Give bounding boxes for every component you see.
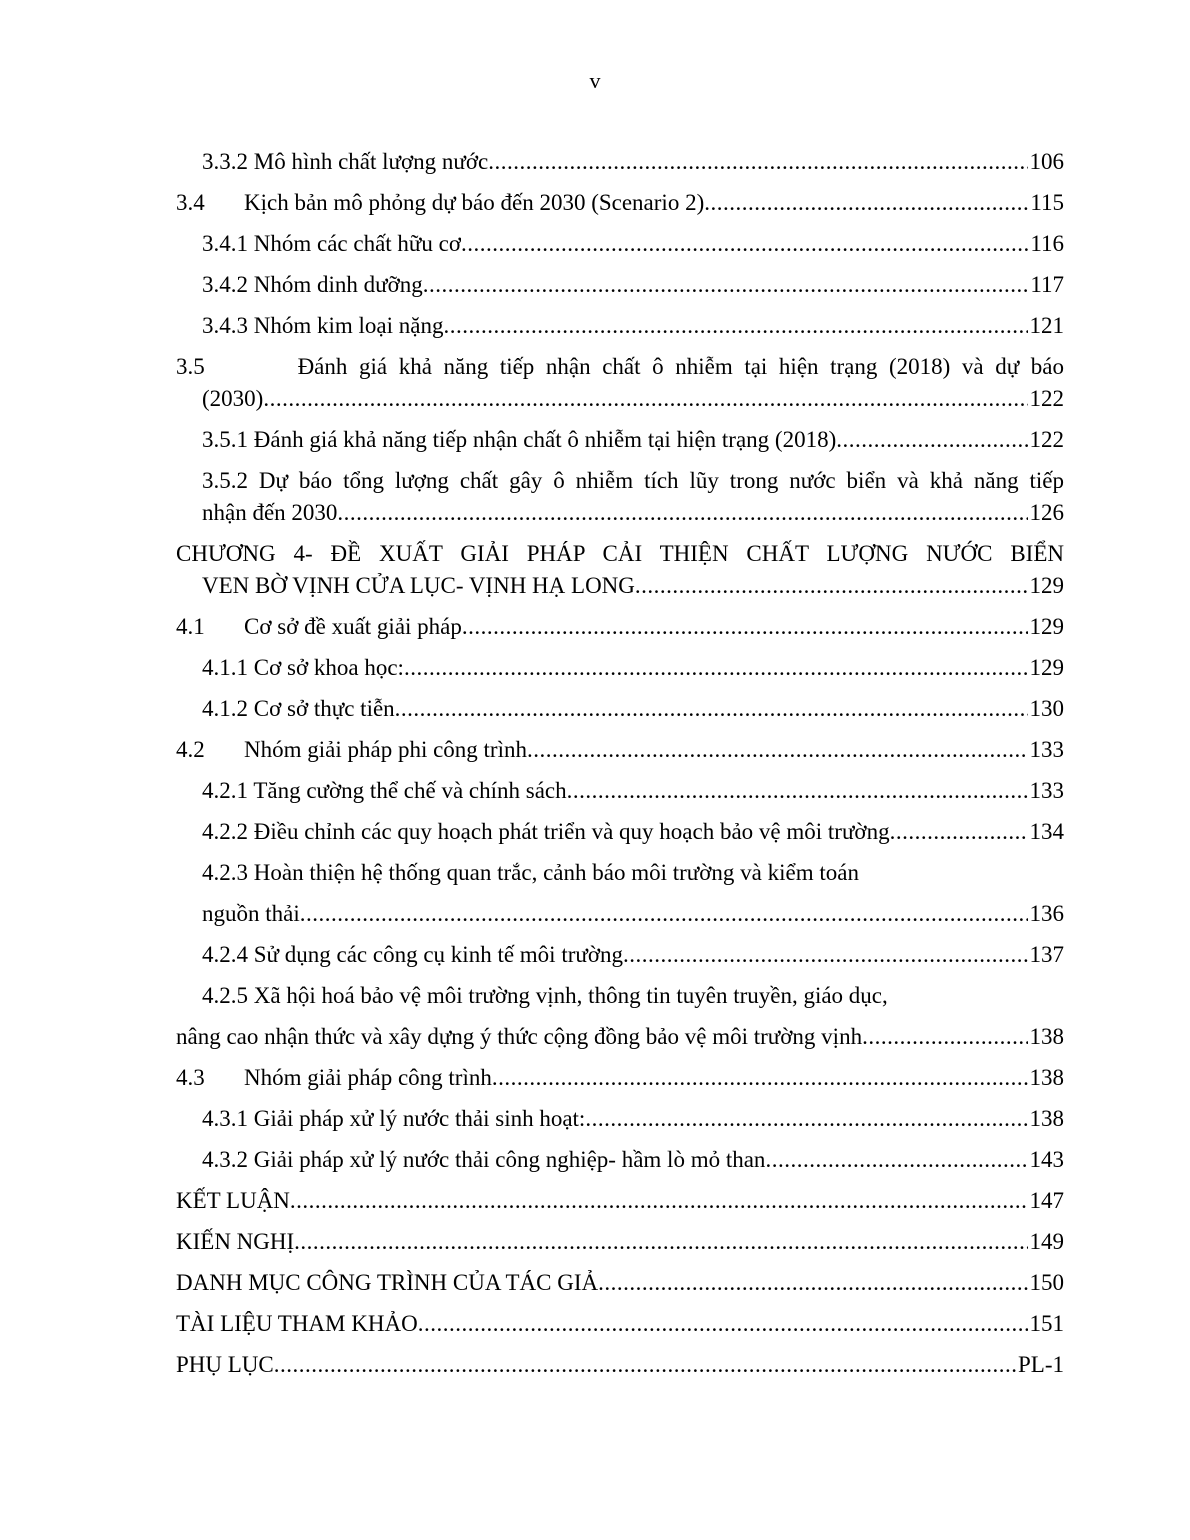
toc-entry-title: Nhóm giải pháp phi công trình [244,737,527,762]
toc-entry-title: nhận đến 2030 [202,500,338,525]
toc-entry-title: TÀI LIỆU THAM KHẢO [176,1311,418,1336]
toc-entry-title: nâng cao nhận thức và xây dựng ý thức cộng đồng bảo vệ môi trường vịnh [176,1024,863,1049]
toc-entry[interactable] [176,734,1064,766]
toc-entry-title: DANH MỤC CÔNG TRÌNH CỦA TÁC GIẢ [176,1270,599,1295]
toc-entry[interactable] [202,269,1064,301]
leader-dots [404,652,1028,684]
leader-dots [585,1103,1027,1135]
page-number: v [589,68,601,93]
toc-entry-page: 138 [1029,1024,1064,1049]
toc-entry[interactable] [202,146,1064,178]
toc-entry[interactable] [176,1267,1064,1299]
leader-dots [890,816,1028,848]
toc-entry-page: 137 [1029,942,1064,967]
leader-dots [623,939,1028,971]
toc-entry-number: 4.3 [176,1065,205,1090]
toc-entry-page: 149 [1029,1229,1064,1254]
toc-entry-number: 4.2 [176,737,205,762]
toc-entry-line[interactable]: 4.2.5 Xã hội hoá bảo vệ môi trường vịnh, thông tin tuyên truyền, giáo dục, [202,983,888,1008]
toc-entry-page: 116 [1030,231,1064,256]
toc-entry-number: 4.1 [176,614,205,639]
toc-entry[interactable] [176,1185,1064,1217]
toc-entry-title: 4.1.2 Cơ sở thực tiễn [202,696,395,721]
leader-dots [488,146,1027,178]
toc-entry-page: 143 [1029,1147,1064,1172]
toc-entry[interactable] [202,939,1064,971]
toc-entry-line[interactable]: 3.5 Đánh giá khả năng tiếp nhận chất ô nhiễm tại hiện trạng (2018) và dự báo [176,354,1064,379]
toc-entry-page: 133 [1029,737,1064,762]
leader-dots [443,310,1027,342]
toc-entry[interactable] [202,310,1064,342]
leader-dots [263,383,1027,415]
toc-entry-title: 4.3.2 Giải pháp xử lý nước thải công nghiệp- hầm lò mỏ than [202,1147,766,1172]
toc-entry-title: Nhóm giải pháp công trình [244,1065,492,1090]
toc-entry-title: KẾT LUẬN [176,1188,290,1213]
toc-entry-number: 3.4 [176,190,205,215]
toc-entry[interactable] [202,383,1064,415]
toc-entry-title: VEN BỜ VỊNH CỬA LỤC- VỊNH HẠ LONG [202,573,635,598]
toc-entry-page: PL-1 [1018,1352,1064,1377]
toc-entry-title: 4.2.2 Điều chỉnh các quy hoạch phát triển và quy hoạch bảo vệ môi trường [202,819,890,844]
toc-entry[interactable] [202,228,1064,260]
leader-dots [492,1062,1028,1094]
toc-entry-title: 4.3.1 Giải pháp xử lý nước thải sinh hoạt: [202,1106,586,1131]
toc-entry-page: 136 [1029,901,1064,926]
toc-entry-title: nguồn thải [202,901,300,926]
toc-entry-title: (2030) [202,386,264,411]
toc-entry[interactable] [176,1226,1064,1258]
toc-entry-page: 122 [1029,427,1064,452]
toc-entry-title: 3.5.1 Đánh giá khả năng tiếp nhận chất ô nhiễm tại hiện trạng (2018) [202,427,837,452]
toc-entry-page: 150 [1029,1270,1064,1295]
toc-entry[interactable] [202,816,1064,848]
leader-dots [395,693,1028,725]
chapter-heading-line[interactable]: CHƯƠNG 4- ĐỀ XUẤT GIẢI PHÁP CẢI THIỆN CHẤT LƯỢNG NƯỚC BIỂN [176,541,1064,566]
toc-entry-page: 129 [1029,573,1064,598]
toc-entry[interactable] [176,1349,1064,1381]
leader-dots [704,187,1028,219]
leader-dots [567,775,1028,807]
toc-entry[interactable] [202,775,1064,807]
toc-entry-title: 3.4.3 Nhóm kim loại nặng [202,313,444,338]
toc-entry[interactable] [202,497,1064,529]
leader-dots [527,734,1028,766]
toc-entry-page: 117 [1030,272,1064,297]
leader-dots [635,570,1028,602]
toc-entry-title: 4.2.1 Tăng cường thể chế và chính sách [202,778,567,803]
leader-dots [294,1226,1027,1258]
toc-entry[interactable] [176,1308,1064,1340]
leader-dots [337,497,1027,529]
leader-dots [461,228,1028,260]
toc-entry[interactable] [176,1021,1064,1053]
toc-entry-page: 133 [1029,778,1064,803]
toc-entry[interactable] [202,424,1064,456]
toc-entry[interactable] [176,187,1064,219]
leader-dots [862,1021,1027,1053]
toc-entry-page: 130 [1029,696,1064,721]
toc-entry-title: 4.2.4 Sử dụng các công cụ kinh tế môi trường [202,942,623,967]
leader-dots [290,1185,1028,1217]
toc-entry-line[interactable]: 3.5.2 Dự báo tổng lượng chất gây ô nhiễm tích lũy trong nước biển và khả năng tiếp [202,468,1064,493]
toc-entry[interactable] [202,1103,1064,1135]
toc-entry-page: 122 [1029,386,1064,411]
toc-entry-title: 3.4.2 Nhóm dinh dưỡng [202,272,423,297]
toc-entry-title: 3.4.1 Nhóm các chất hữu cơ [202,231,462,256]
toc-entry[interactable] [202,652,1064,684]
toc-entry-title: 4.1.1 Cơ sở khoa học: [202,655,404,680]
leader-dots [598,1267,1027,1299]
leader-dots [765,1144,1027,1176]
toc-entry[interactable] [202,1144,1064,1176]
leader-dots [300,898,1028,930]
toc-entry-page: 129 [1029,614,1064,639]
toc-entry-page: 134 [1029,819,1064,844]
toc-entry-page: 106 [1029,149,1064,174]
leader-dots [836,424,1027,456]
toc-entry-page: 138 [1029,1065,1064,1090]
toc-entry-page: 151 [1029,1311,1064,1336]
toc-entry-title: 3.3.2 Mô hình chất lượng nước [202,149,489,174]
toc-entry[interactable] [176,611,1064,643]
leader-dots [418,1308,1028,1340]
toc-entry-title: KIẾN NGHỊ [176,1229,295,1254]
toc-entry-title: Cơ sở đề xuất giải pháp [244,614,462,639]
toc-entry[interactable] [202,570,1064,602]
leader-dots [274,1349,1016,1381]
toc-entry-page: 147 [1029,1188,1064,1213]
toc-entry-page: 126 [1029,500,1064,525]
toc-entry-page: 121 [1029,313,1064,338]
toc-entry-page: 129 [1029,655,1064,680]
toc-entry[interactable] [202,693,1064,725]
toc-entry[interactable] [202,898,1064,930]
leader-dots [462,611,1028,643]
toc-entry[interactable] [176,1062,1064,1094]
toc-entry-line[interactable]: 4.2.3 Hoàn thiện hệ thống quan trắc, cảnh báo môi trường và kiểm toán [202,860,859,885]
leader-dots [423,269,1029,301]
toc-entry-title: Kịch bản mô phỏng dự báo đến 2030 (Scenario 2) [244,190,705,215]
toc-entry-page: 115 [1030,190,1064,215]
toc-entry-page: 138 [1029,1106,1064,1131]
toc-entry-title: PHỤ LỤC [176,1352,274,1377]
